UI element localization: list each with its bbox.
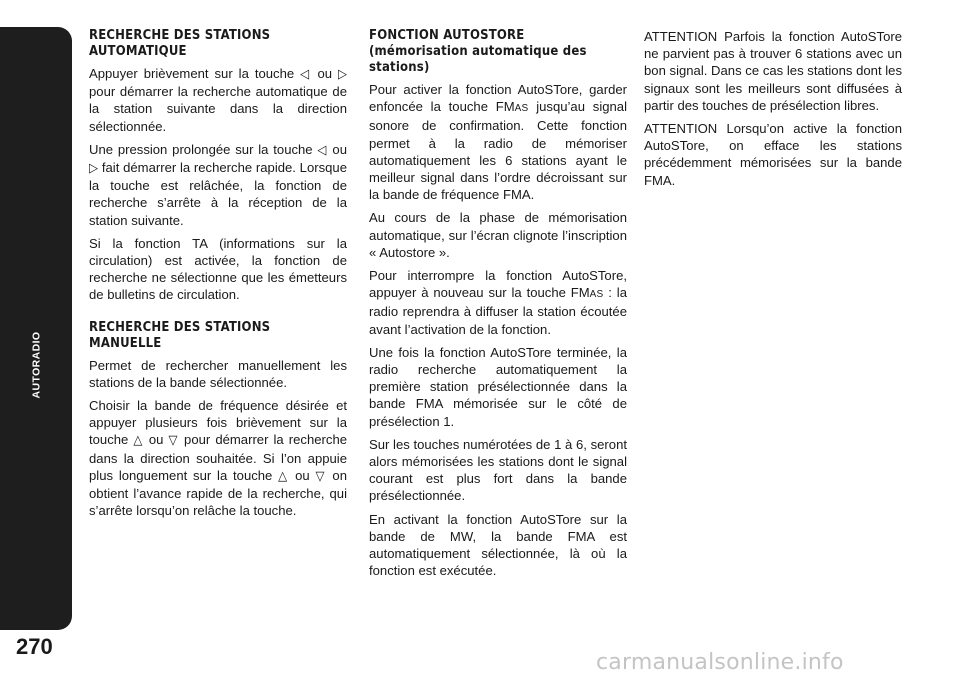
paragraph: Choisir la bande de fréquence désirée et appuyer plusieurs fois brièvement sur la touche △ ou ▽ pour démarrer la recherche dans la direction souhaitée. Si l’on appuie plus longuement sur la touche △ ou ▽ on obtient l’avance rapide de la recherche, qui s’arrête lorsqu’on relâche la touche. (89, 398, 348, 519)
paragraph: Une fois la fonction AutoSTore terminée, la radio recherche automatiquement la première station présélectionnée dans la bande FMA mémorisée sur le côté de présélection 1. (369, 344, 627, 429)
warning-paragraph: ATTENTION Lorsqu’on active la fonction AutoSTore, on efface les stations précédemment mémorisées sur la bande FMA. (644, 121, 902, 188)
page-number: 270 (16, 634, 53, 659)
paragraph: Une pression prolongée sur la touche ◁ ou ▷ fait démarrer la recherche rapide. Lorsque la touche est relâchée, la fonction de recherche s’arrête à la réception de la station suivante. (89, 141, 348, 228)
arrow-down-icon: ▽ (168, 433, 179, 449)
arrow-up-icon: △ (133, 433, 144, 449)
paragraph: Pour activer la fonction AutoSTore, garder enfoncée la touche FMAS jusqu’au signal sonore de confirmation. Cette fonction permet à la radio de mémoriser automatiquement les 6 stations ayant le meilleur signal dans l’ordre décroissant sur la bande de fréquence FMA. (369, 82, 627, 203)
section-label: AUTORADIO (30, 331, 42, 399)
heading-autostore: FONCTION AUTOSTORE (mémorisation automatique des stations) (369, 28, 587, 75)
arrow-up-icon: △ (278, 468, 290, 484)
heading-automatic-search: RECHERCHE DES STATIONS AUTOMATIQUE (89, 28, 271, 59)
column-3 (644, 28, 902, 195)
heading-manual-search: RECHERCHE DES STATIONS MANUELLE (89, 319, 271, 351)
arrow-left-icon: ◁ (300, 67, 312, 82)
paragraph: Permet de rechercher manuellement les stations de la bande sélectionnée. (89, 357, 347, 390)
arrow-down-icon: ▽ (315, 468, 327, 484)
paragraph: En activant la fonction AutoSTore sur la bande de MW, la bande FMA est automatiquement sélectionnée, là où la fonction est exécutée. (369, 511, 627, 579)
paragraph: Au cours de la phase de mémorisation automatique, sur l’écran clignote l’inscription « Autostore ». (369, 210, 627, 260)
column-2 (369, 28, 627, 585)
paragraph: Pour interrompre la fonction AutoSTore, appuyer à nouveau sur la touche FMAS : la radio reprendra à diffuser la station écoutée avant l’activation de la fonction. (369, 268, 627, 337)
paragraph: Appuyer brièvement sur la touche ◁ ou ▷ pour démarrer la recherche automatique de la station suivante dans la direction sélectionnée. (89, 66, 347, 134)
arrow-left-icon: ◁ (317, 142, 328, 158)
paragraph: Sur les touches numérotées de 1 à 6, seront alors mémorisées les stations dont le signal courant est plus fort dans la bande présélectionnée. (369, 436, 627, 504)
column-1 (89, 28, 347, 525)
arrow-right-icon: ▷ (338, 67, 347, 82)
arrow-right-icon: ▷ (89, 161, 99, 177)
paragraph: Si la fonction TA (informations sur la circulation) est activée, la fonction de recherche ne sélectionne que les émetteurs de bulletins de circulation. (89, 235, 347, 303)
warning-paragraph: ATTENTION Parfois la fonction AutoSTore ne parvient pas à trouver 6 stations avec un bon signal. Dans ce cas les stations dont les signaux sont les meilleurs sont diffusées à partir des touches de présélection libres. (644, 29, 902, 113)
watermark: carmanualsonline.info (596, 650, 844, 675)
